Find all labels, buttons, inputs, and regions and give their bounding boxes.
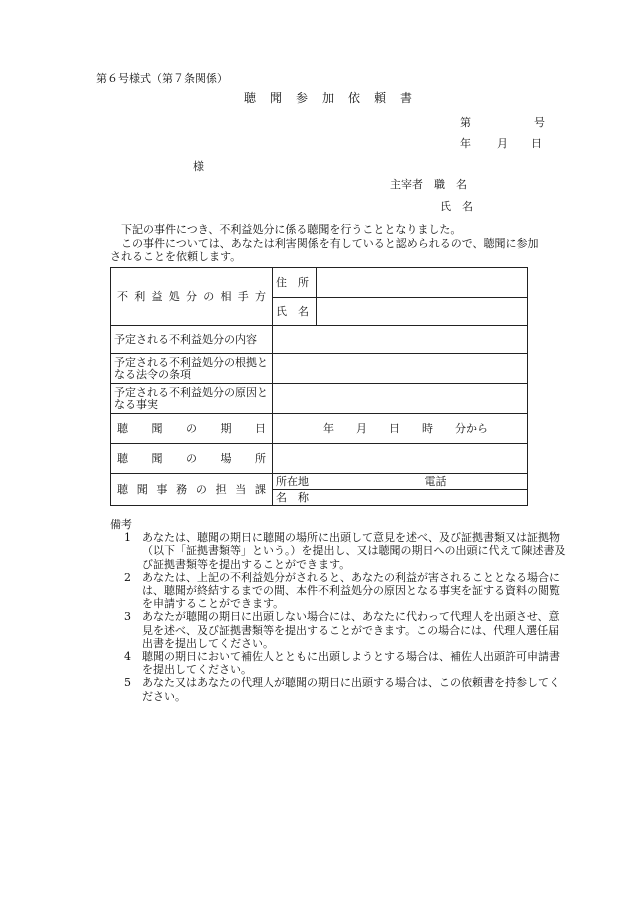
cause-facts-value[interactable] <box>273 384 528 414</box>
sender-name: 氏 名 <box>440 200 473 213</box>
name-value[interactable] <box>317 298 528 326</box>
date-day: 日 <box>531 137 542 150</box>
cause-facts-label: 予定される不利益処分の原因となる事実 <box>111 384 273 414</box>
legal-basis-value[interactable] <box>273 354 528 384</box>
form-number: 第６号様式（第７条関係） <box>96 72 228 85</box>
office-name-row[interactable] <box>273 490 528 506</box>
note-number: 2 <box>124 570 131 584</box>
address-label: 住 所 <box>273 268 317 298</box>
body-line-1: 下記の事件につき、不利益処分に係る聴聞を行うこととなりました。 <box>121 223 462 236</box>
hearing-place-label: 聴聞の場所 <box>111 444 273 474</box>
note-number: 4 <box>124 650 131 664</box>
note-text: 聴聞の期日において補佐人とともに出頭しようとする場合は、補佐人出頭許可申請書を提出してください。 <box>142 650 560 677</box>
note-number: 5 <box>124 676 131 690</box>
hearing-form-table <box>110 267 528 506</box>
note-number: 3 <box>124 610 131 624</box>
party-label: 不利益処分の相手方 <box>111 268 273 326</box>
addressee-suffix: 様 <box>193 160 204 173</box>
office-location-row[interactable] <box>273 474 528 490</box>
note-number: 1 <box>124 531 131 545</box>
body-line-2: この事件については、あなたは利害関係を有していると認められるので、聴聞に参加 <box>121 237 539 250</box>
notes-section <box>110 518 570 703</box>
office-location-label: 所在地 <box>276 474 309 488</box>
number-prefix: 第 <box>460 116 471 129</box>
planned-content-value[interactable] <box>273 326 528 354</box>
legal-basis-label: 予定される不利益処分の根拠となる法令の条項 <box>111 354 273 384</box>
date-year: 年 <box>460 137 471 150</box>
body-line-3: されることを依頼します。 <box>110 250 242 263</box>
office-label: 聴聞事務の担当課 <box>111 474 273 506</box>
hearing-date-value[interactable]: 年 月 日 時 分から <box>273 414 528 444</box>
note-text: あなたは、上記の不利益処分がされると、あなたの利益が害されることとなる場合には、聴聞が終結するまでの間、本件不利益処分の原因となる事実を証する資料の閲覧を申請することができます。 <box>142 570 560 611</box>
note-item <box>110 531 570 571</box>
date-month: 月 <box>497 137 508 150</box>
note-item <box>110 571 570 611</box>
note-text: あなたが聴聞の期日に出頭しない場合には、あなたに代わって代理人を出頭させ、意見を述べ、及び証拠書類等を提出することができます。この場合には、代理人選任届出書を提出してください。 <box>142 610 560 650</box>
note-item <box>110 650 570 676</box>
note-text: あなた又はあなたの代理人が聴聞の期日に出頭する場合は、この依頼書を持参してください。 <box>142 676 560 703</box>
note-item <box>110 610 570 650</box>
planned-content-label: 予定される不利益処分の内容 <box>111 326 273 354</box>
note-text: あなたは、聴聞の期日に聴聞の場所に出頭して意見を述べ、及び証拠書類又は証拠物（以下「証拠書類等」という。）を提出し、又は聴聞の期日への出頭に代えて陳述書及び証拠書類等を提出することができます。 <box>142 531 566 571</box>
number-suffix: 号 <box>534 116 545 129</box>
hearing-place-value[interactable] <box>273 444 528 474</box>
office-name-label: 名 称 <box>276 490 309 504</box>
page-title: 聴 聞 参 加 依 頼 書 <box>244 91 414 105</box>
office-phone-label: 電話 <box>424 474 447 488</box>
address-value[interactable] <box>317 268 528 298</box>
note-item <box>110 676 570 702</box>
name-label: 氏 名 <box>273 298 317 326</box>
hearing-date-label: 聴聞の期日 <box>111 414 273 444</box>
notes-heading: 備考 <box>110 518 132 531</box>
sender-title: 主宰者 職 名 <box>390 178 467 191</box>
